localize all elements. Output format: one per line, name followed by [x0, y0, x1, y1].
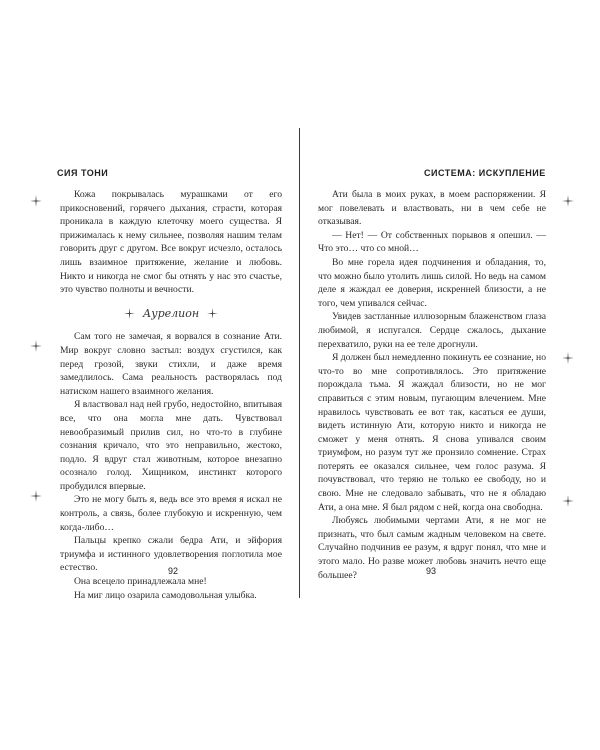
- paragraph: Любуясь любимыми чертами Ати, я не мог не признать, что был самым жадным человеком на свете. Случайно подчинив ее разум, я вдруг понял, что мне и этого мало. Но разве может любовь значить нечто еще большее?: [318, 515, 546, 581]
- paragraph: Она всецело принадлежала мне!: [74, 576, 207, 588]
- running-head-right: СИСТЕМА: ИСКУПЛЕНИЕ: [424, 168, 546, 178]
- paragraph: Это не могу быть я, ведь все это время я искал не контроль, а связь, более глубокую и искренную, чем когда-либо…: [60, 494, 282, 533]
- paragraph: Я должен был немедленно покинуть ее сознание, но что-то во мне сопротивлялось. Это притяжение порождала тьма. Я жаждал близости, но не мог справиться с этим новым, пугающим влечением. Мне нравилось чувствовать ее вот так, касаться ее души, видеть истинную Ати, которую никто и никогда не сможет у меня отнять. Я снова упивался своим триумфом, но разум тут же пронзило сомнение. Страх потерять ее оказался сильнее, чем голос разума. Я почувствовал, что теряю не только ее свободу, но и свою. Мне не следовало забывать, что не я обладаю Ати, а она мне. Я был рядом с ней, когда она свободна.: [318, 352, 546, 513]
- paragraph: Сам того не замечая, я ворвался в сознание Ати. Мир вокруг словно застыл: воздух сгустился, как перед грозой, звуки стихли, и даже время замедлилось. Сама реальность растворялась под натиском нашего взаимного желания.: [60, 331, 282, 397]
- page-number-right: 93: [426, 566, 437, 576]
- paragraph: — Нет! — От собственных порывов я опешил. — Что это… что со мной…: [318, 229, 546, 255]
- paragraph: Ати была в моих руках, в моем распоряжении. Я мог повелевать и властвовать, ни в чем себе не отказывая.: [318, 189, 546, 228]
- section-title: Аурелион: [142, 306, 200, 320]
- paragraph: Кожа покрывалась мурашками от его прикосновений, горячего дыхания, страсти, которая проникала в каждую клеточку моего существа. Я прижималась к нему сильнее, позволяя нашим телам говорить друг с другом. Все вокруг исчезло, осталось лишь взаимное притяжение, желание и любовь. Никто и никогда не смог бы отнять у нас это счастье, это чувство полноты и вечности.: [60, 189, 282, 296]
- page-number-left: 92: [168, 566, 179, 576]
- paragraph: Во мне горела идея подчинения и обладания, то, что можно было утолить лишь силой. Но ведь на самом деле я жаждал ее доверия, искренней близости, а не того, чем упивался сейчас.: [318, 256, 546, 309]
- paragraph: Пальцы крепко сжали бедра Ати, и эйфория триумфа и истинного удовлетворения поглотила мое естество.: [60, 535, 282, 574]
- paragraph: Я властвовал над ней грубо, недостойно, впитывая все, что она могла мне дать. Чувствовал невообразимый прилив сил, но что-то в глубине сознания кричало, что это неправильно, жестоко, подло. Я вдруг стал животным, которое внезапно осознало голод. Хищником, инстинкт которого пробудился впервые.: [60, 399, 282, 492]
- paragraph: На миг лицо озарила самодовольная улыбка.: [74, 589, 257, 601]
- running-head-left: СИЯ ТОНИ: [57, 168, 109, 178]
- paragraph: Увидев застланные иллюзорным блаженством глаза любимой, я испугался. Сердце сжалось, дыхание перехватило, руки на ее теле дрогнули.: [318, 311, 546, 350]
- right-page-text: [318, 188, 546, 582]
